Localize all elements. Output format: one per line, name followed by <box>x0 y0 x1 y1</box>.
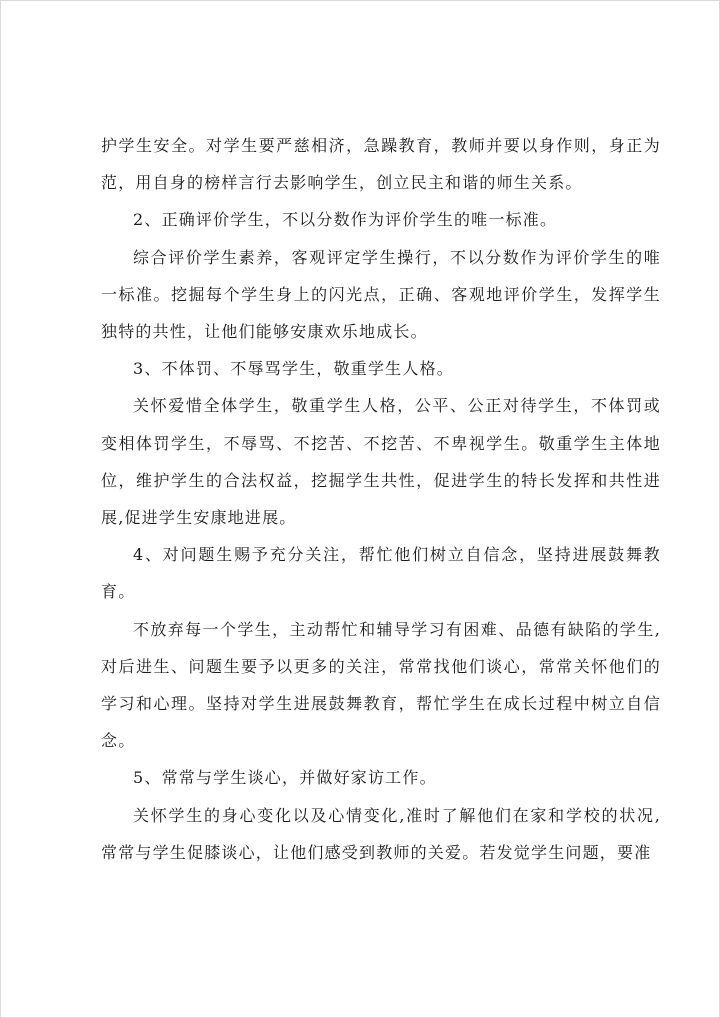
paragraph-continuation: 护学生安全。对学生要严慈相济，急躁教育，教师并要以身作则，身正为范，用自身的榜样言行去影响学生，创立民主和谐的师生关系。 <box>101 136 661 193</box>
paragraph-item-2: 综合评价学生素养，客观评定学生操行，不以分数作为评价学生的唯一标准。挖掘每个学生身上的闪光点，正确、客观地评价学生，发挥学生独特的共性，让他们能够安康欢乐地成长。 <box>101 247 661 342</box>
document-body <box>101 127 661 871</box>
paragraph-item-5: 关怀学生的身心变化以及心情变化,准时了解他们在家和学校的状况,常常与学生促膝谈心，让他们感受到教师的关爱。若发觉学生问题，要准 <box>101 805 661 862</box>
paragraph-item-3: 关怀爱惜全体学生，敬重学生人格，公平、公正对待学生，不体罚或变相体罚学生，不辱骂、不挖苦、不挖苦、不卑视学生。敬重学生主体地位，维护学生的合法权益，挖掘学生共性，促进学生的特长发挥和共性进展,促进学生安康地进展。 <box>101 396 661 528</box>
heading-item-3: 3、不体罚、不辱骂学生，敬重学生人格。 <box>133 359 454 379</box>
heading-item-4: 4、对问题生赐予充分关注，帮忙他们树立自信念，坚持进展鼓舞教育。 <box>101 545 661 602</box>
heading-item-5: 5、常常与学生谈心，并做好家访工作。 <box>133 768 437 788</box>
heading-item-2: 2、正确评价学生，不以分数作为评价学生的唯一标准。 <box>133 210 558 230</box>
paragraph-item-4: 不放弃每一个学生，主动帮忙和辅导学习有困难、品德有缺陷的学生,对后进生、问题生要予以更多的关注，常常找他们谈心，常常关怀他们的学习和心理。坚持对学生进展鼓舞教育，帮忙学生在成长过程中树立自信念。 <box>101 619 661 751</box>
